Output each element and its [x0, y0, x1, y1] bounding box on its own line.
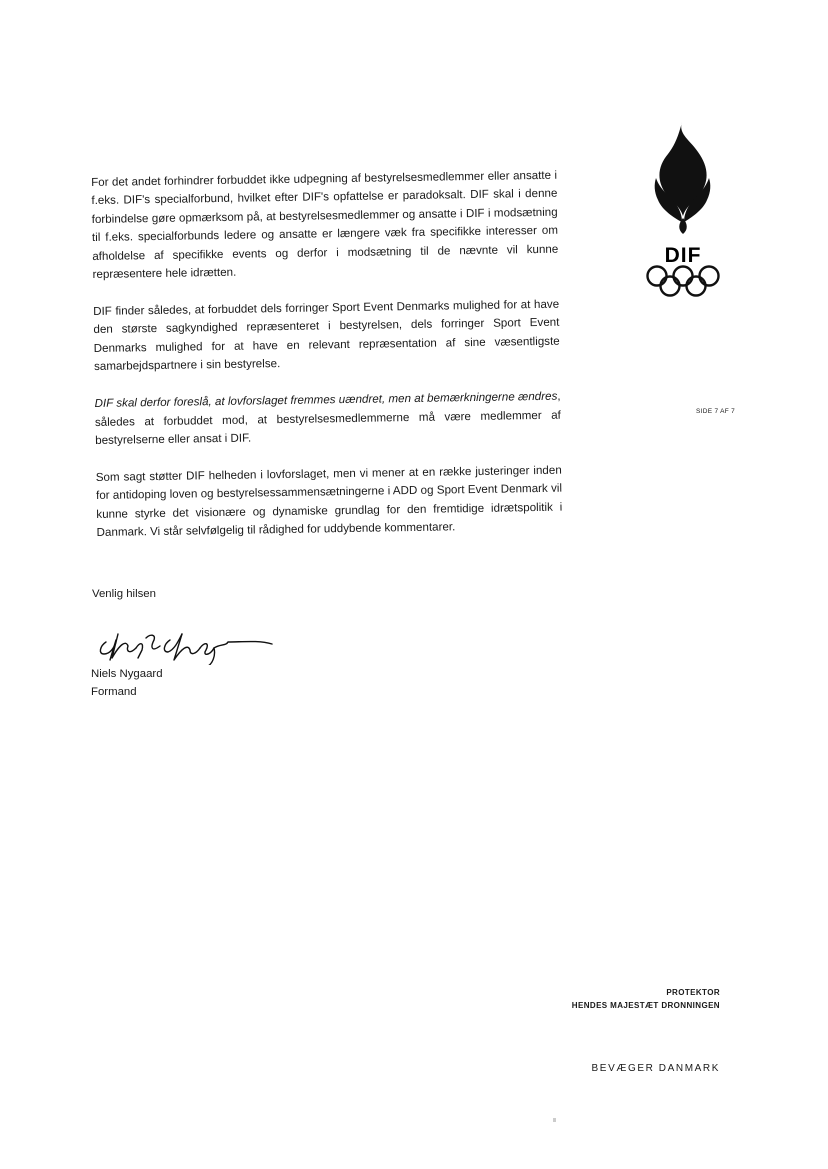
page-number: SIDE 7 AF 7 [696, 408, 736, 415]
proposal-rest: , således at forbuddet mod, at bestyrelsesmedlemmerne må være medlemmer af bestyrelserne eller ansat i DIF. [94, 389, 561, 448]
protector-label: PROTEKTOR [666, 988, 720, 997]
dif-logo [638, 120, 728, 300]
paragraph-4: Som sagt støtter DIF helheden i lovforslaget, men vi mener at en række justeringer inden for antidoping loven og bestyrelsessammensætningerne i ADD og Sport Event Denmark vil kunne styrke det visionære og dynamiske grundlag for den fremtidige idrætspolitik i Danmark. Vi står selvfølgelig til rådighed for uddybende kommentarer. [95, 463, 563, 540]
letter-body [91, 167, 563, 562]
closing-salutation: Venlig hilsen [92, 588, 156, 600]
flame-rings-icon [638, 120, 728, 300]
proposal-italic: DIF skal derfor foreslå, at lovforslaget fremmes uændret, men at bemærkningerne ændres [94, 389, 558, 411]
signer-title: Formand [91, 686, 137, 698]
protector-name: HENDES MAJESTÆT DRONNINGEN [571, 1001, 720, 1010]
paragraph-2: DIF finder således, at forbuddet dels forringer Sport Event Denmarks mulighed for at have den største sagkyndighed repræsenteret i bestyrelsen, dels forringer Sport Event Denmarks mulighed for at have en relevant repræsentation af sine væsentligste samarbejdspartnere i sin bestyrelse. [93, 297, 560, 374]
handwritten-signature [92, 620, 277, 665]
protector-block [572, 986, 720, 1012]
tagline: BEVÆGER DANMARK [591, 1063, 720, 1074]
logo-wordmark: DIF [664, 244, 702, 267]
signer-name: Niels Nygaard [91, 668, 163, 680]
paragraph-1: For det andet forhindrer forbuddet ikke udpegning af bestyrelsesmedlemmer eller ansatte i f.eks. DIF's specialforbund, hvilket efter DIF's opfattelse er paradoksalt. DIF skal i denne forbindelse gøre opmærksom på, at bestyrelsesmedlemmer og ansatte i DIF i modsætning til f.eks. specialforbunds ledere og ansatte er længere væk fra specifikke interesser om afholdelse af specifikke events og derfor i modsætning til de nævnte vil kunne repræsentere hele idrætten. [91, 168, 559, 282]
signer-block [91, 665, 163, 701]
scan-speck [553, 1118, 556, 1122]
olympic-rings-icon [648, 267, 719, 296]
paragraph-3 [94, 388, 561, 451]
